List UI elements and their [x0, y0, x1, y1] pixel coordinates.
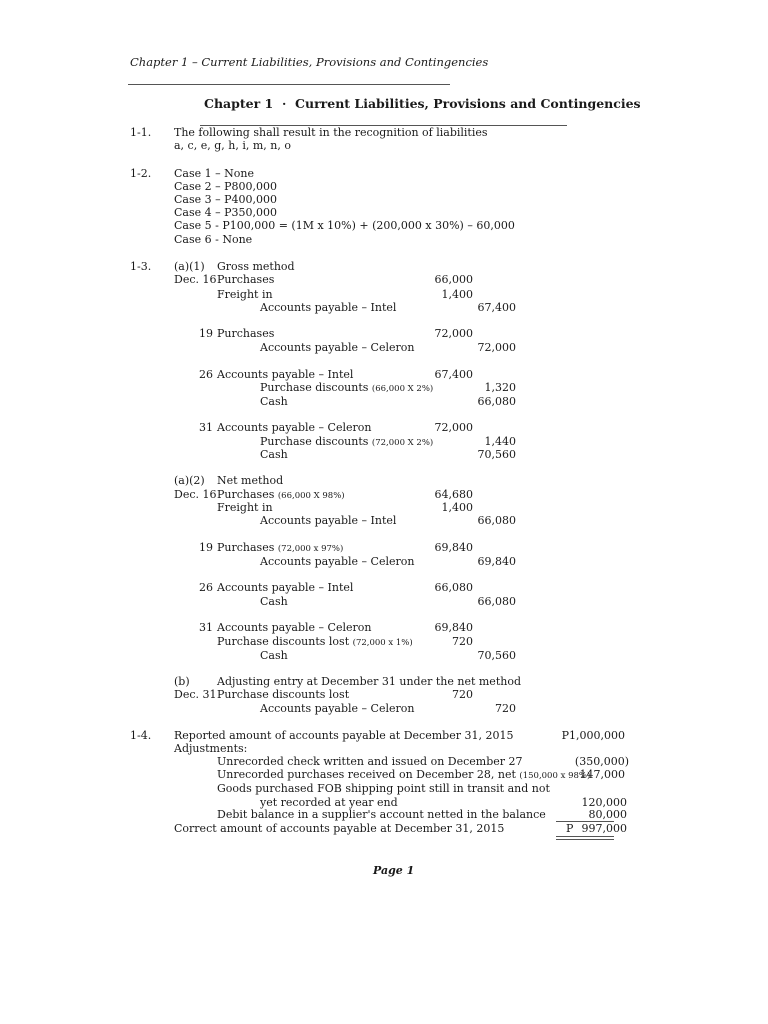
entry-date: Dec. 31 [174, 688, 217, 701]
debit-amount: 1,400 [441, 288, 473, 301]
section-method: Gross method [217, 260, 295, 273]
case-line: Case 6 - None [174, 233, 253, 246]
adjustment-amount: 120,000 [581, 796, 627, 809]
credit-account: Cash [260, 395, 288, 408]
entry-day: 31 [199, 421, 213, 434]
adjustment-line: Goods purchased FOB shipping point still in transit and not [217, 782, 550, 795]
computation-note: (66,000 X 98%) [277, 491, 345, 501]
debit-amount: 1,400 [441, 501, 473, 514]
credit-account: Cash [260, 595, 288, 608]
problem-text: The following shall result in the recognition of liabilities [174, 126, 488, 139]
account-name: Purchases [217, 488, 275, 501]
computation-note: (72,000 x 97%) [277, 544, 344, 554]
debit-amount: 64,680 [434, 488, 473, 501]
adjustments-label: Adjustments: [174, 742, 248, 755]
debit-amount: 72,000 [434, 421, 473, 434]
debit-account: Purchases [217, 327, 275, 340]
section-label: (a)(2) [174, 474, 205, 487]
page-number: Page 1 [373, 864, 415, 877]
total-double-rule-bottom [556, 839, 614, 840]
credit-account [260, 381, 433, 396]
debit-amount: 66,000 [434, 273, 473, 286]
running-header: Chapter 1 – Current Liabilities, Provisions and Contingencies [130, 55, 489, 69]
problem-number: 1-1. [130, 126, 152, 139]
account-name: Purchase discounts [260, 435, 369, 448]
case-line: Case 2 – P800,000 [174, 180, 278, 193]
credit-amount: 66,080 [477, 595, 516, 608]
entry-day: 31 [199, 621, 213, 634]
debit-amount: 67,400 [434, 368, 473, 381]
entry-day: 19 [199, 541, 213, 554]
correct-label: Correct amount of accounts payable at December 31, 2015 [174, 822, 505, 835]
debit-account: Accounts payable – Celeron [217, 421, 372, 434]
adjustment-line-cont: yet recorded at year end [260, 796, 398, 809]
entry-day: 26 [199, 581, 213, 594]
credit-amount: 66,080 [477, 395, 516, 408]
problem-number: 1-2. [130, 167, 152, 180]
adjustment-amount: (350,000) [574, 755, 629, 768]
case-line: Case 3 – P400,000 [174, 193, 278, 206]
section-text: Adjusting entry at December 31 under the net method [217, 675, 521, 688]
debit-account: Freight in [217, 288, 273, 301]
adjustment-amount: 147,000 [579, 768, 625, 781]
chapter-name: Current Liabilities, Provisions and Contingencies [295, 96, 641, 111]
correct-currency: P [566, 822, 574, 835]
page-title [204, 97, 641, 110]
entry-date: Dec. 16 [174, 273, 217, 286]
debit-amount: 69,840 [434, 621, 473, 634]
header-rule [128, 84, 450, 85]
total-double-rule-top [556, 836, 614, 837]
computation-note: (72,000 x 1%) [352, 638, 413, 648]
debit-account: Accounts payable – Intel [217, 581, 354, 594]
computation-note: (72,000 X 2%) [371, 438, 434, 448]
case-line: Case 1 – None [174, 167, 254, 180]
credit-account: Cash [260, 448, 288, 461]
reported-label: Reported amount of accounts payable at December 31, 2015 [174, 729, 514, 742]
correct-amount: 997,000 [581, 822, 627, 835]
account-name: Purchase discounts lost [217, 635, 350, 648]
credit-account: Accounts payable – Celeron [260, 555, 415, 568]
adjustment-text: Unrecorded purchases received on December 28, net [217, 768, 516, 781]
computation-note: (150,000 x 98%) [519, 771, 591, 781]
debit-account [217, 635, 413, 650]
problem-number: 1-3. [130, 260, 152, 273]
account-name: Purchases [217, 541, 275, 554]
credit-account: Accounts payable – Intel [260, 514, 397, 527]
entry-day: 19 [199, 327, 213, 340]
credit-account: Accounts payable – Intel [260, 301, 397, 314]
debit-account: Freight in [217, 501, 273, 514]
credit-account: Cash [260, 649, 288, 662]
debit-account [217, 541, 343, 556]
section-label: (b) [174, 675, 190, 688]
debit-amount: 72,000 [434, 327, 473, 340]
credit-amount: 66,080 [477, 514, 516, 527]
adjustment-line: Debit balance in a supplier's account netted in the balance [217, 808, 546, 821]
credit-account: Accounts payable – Celeron [260, 702, 415, 715]
credit-amount: 70,560 [477, 448, 516, 461]
debit-amount: 720 [452, 688, 473, 701]
debit-amount: 66,080 [434, 581, 473, 594]
section-method: Net method [217, 474, 284, 487]
adjustment-amount: 80,000 [588, 808, 627, 821]
credit-account: Accounts payable – Celeron [260, 341, 415, 354]
chapter-label: Chapter 1 [204, 96, 274, 111]
problem-number: 1-4. [130, 729, 152, 742]
title-separator: · [281, 96, 287, 111]
case-line: Case 5 - P100,000 = (1M x 10%) + (200,000 x 30%) – 60,000 [174, 219, 515, 232]
entry-date: Dec. 16 [174, 488, 217, 501]
entry-day: 26 [199, 368, 213, 381]
credit-amount: 1,440 [484, 435, 516, 448]
debit-account: Purchase discounts lost [217, 688, 350, 701]
credit-amount: 720 [495, 702, 516, 715]
debit-amount: 720 [452, 635, 473, 648]
reported-amount: P1,000,000 [561, 729, 625, 742]
problem-answer: a, c, e, g, h, i, m, n, o [174, 139, 291, 152]
debit-amount: 69,840 [434, 541, 473, 554]
account-name: Purchase discounts [260, 381, 369, 394]
computation-note: (66,000 X 2%) [371, 384, 434, 394]
debit-account: Purchases [217, 273, 275, 286]
credit-amount: 67,400 [477, 301, 516, 314]
debit-account: Accounts payable – Intel [217, 368, 354, 381]
credit-amount: 1,320 [484, 381, 516, 394]
section-label: (a)(1) [174, 260, 205, 273]
credit-amount: 72,000 [477, 341, 516, 354]
credit-amount: 70,560 [477, 649, 516, 662]
adjustment-line: Unrecorded check written and issued on December 27 [217, 755, 523, 768]
debit-account: Accounts payable – Celeron [217, 621, 372, 634]
credit-amount: 69,840 [477, 555, 516, 568]
case-line: Case 4 – P350,000 [174, 206, 278, 219]
adjustment-line [217, 768, 590, 783]
